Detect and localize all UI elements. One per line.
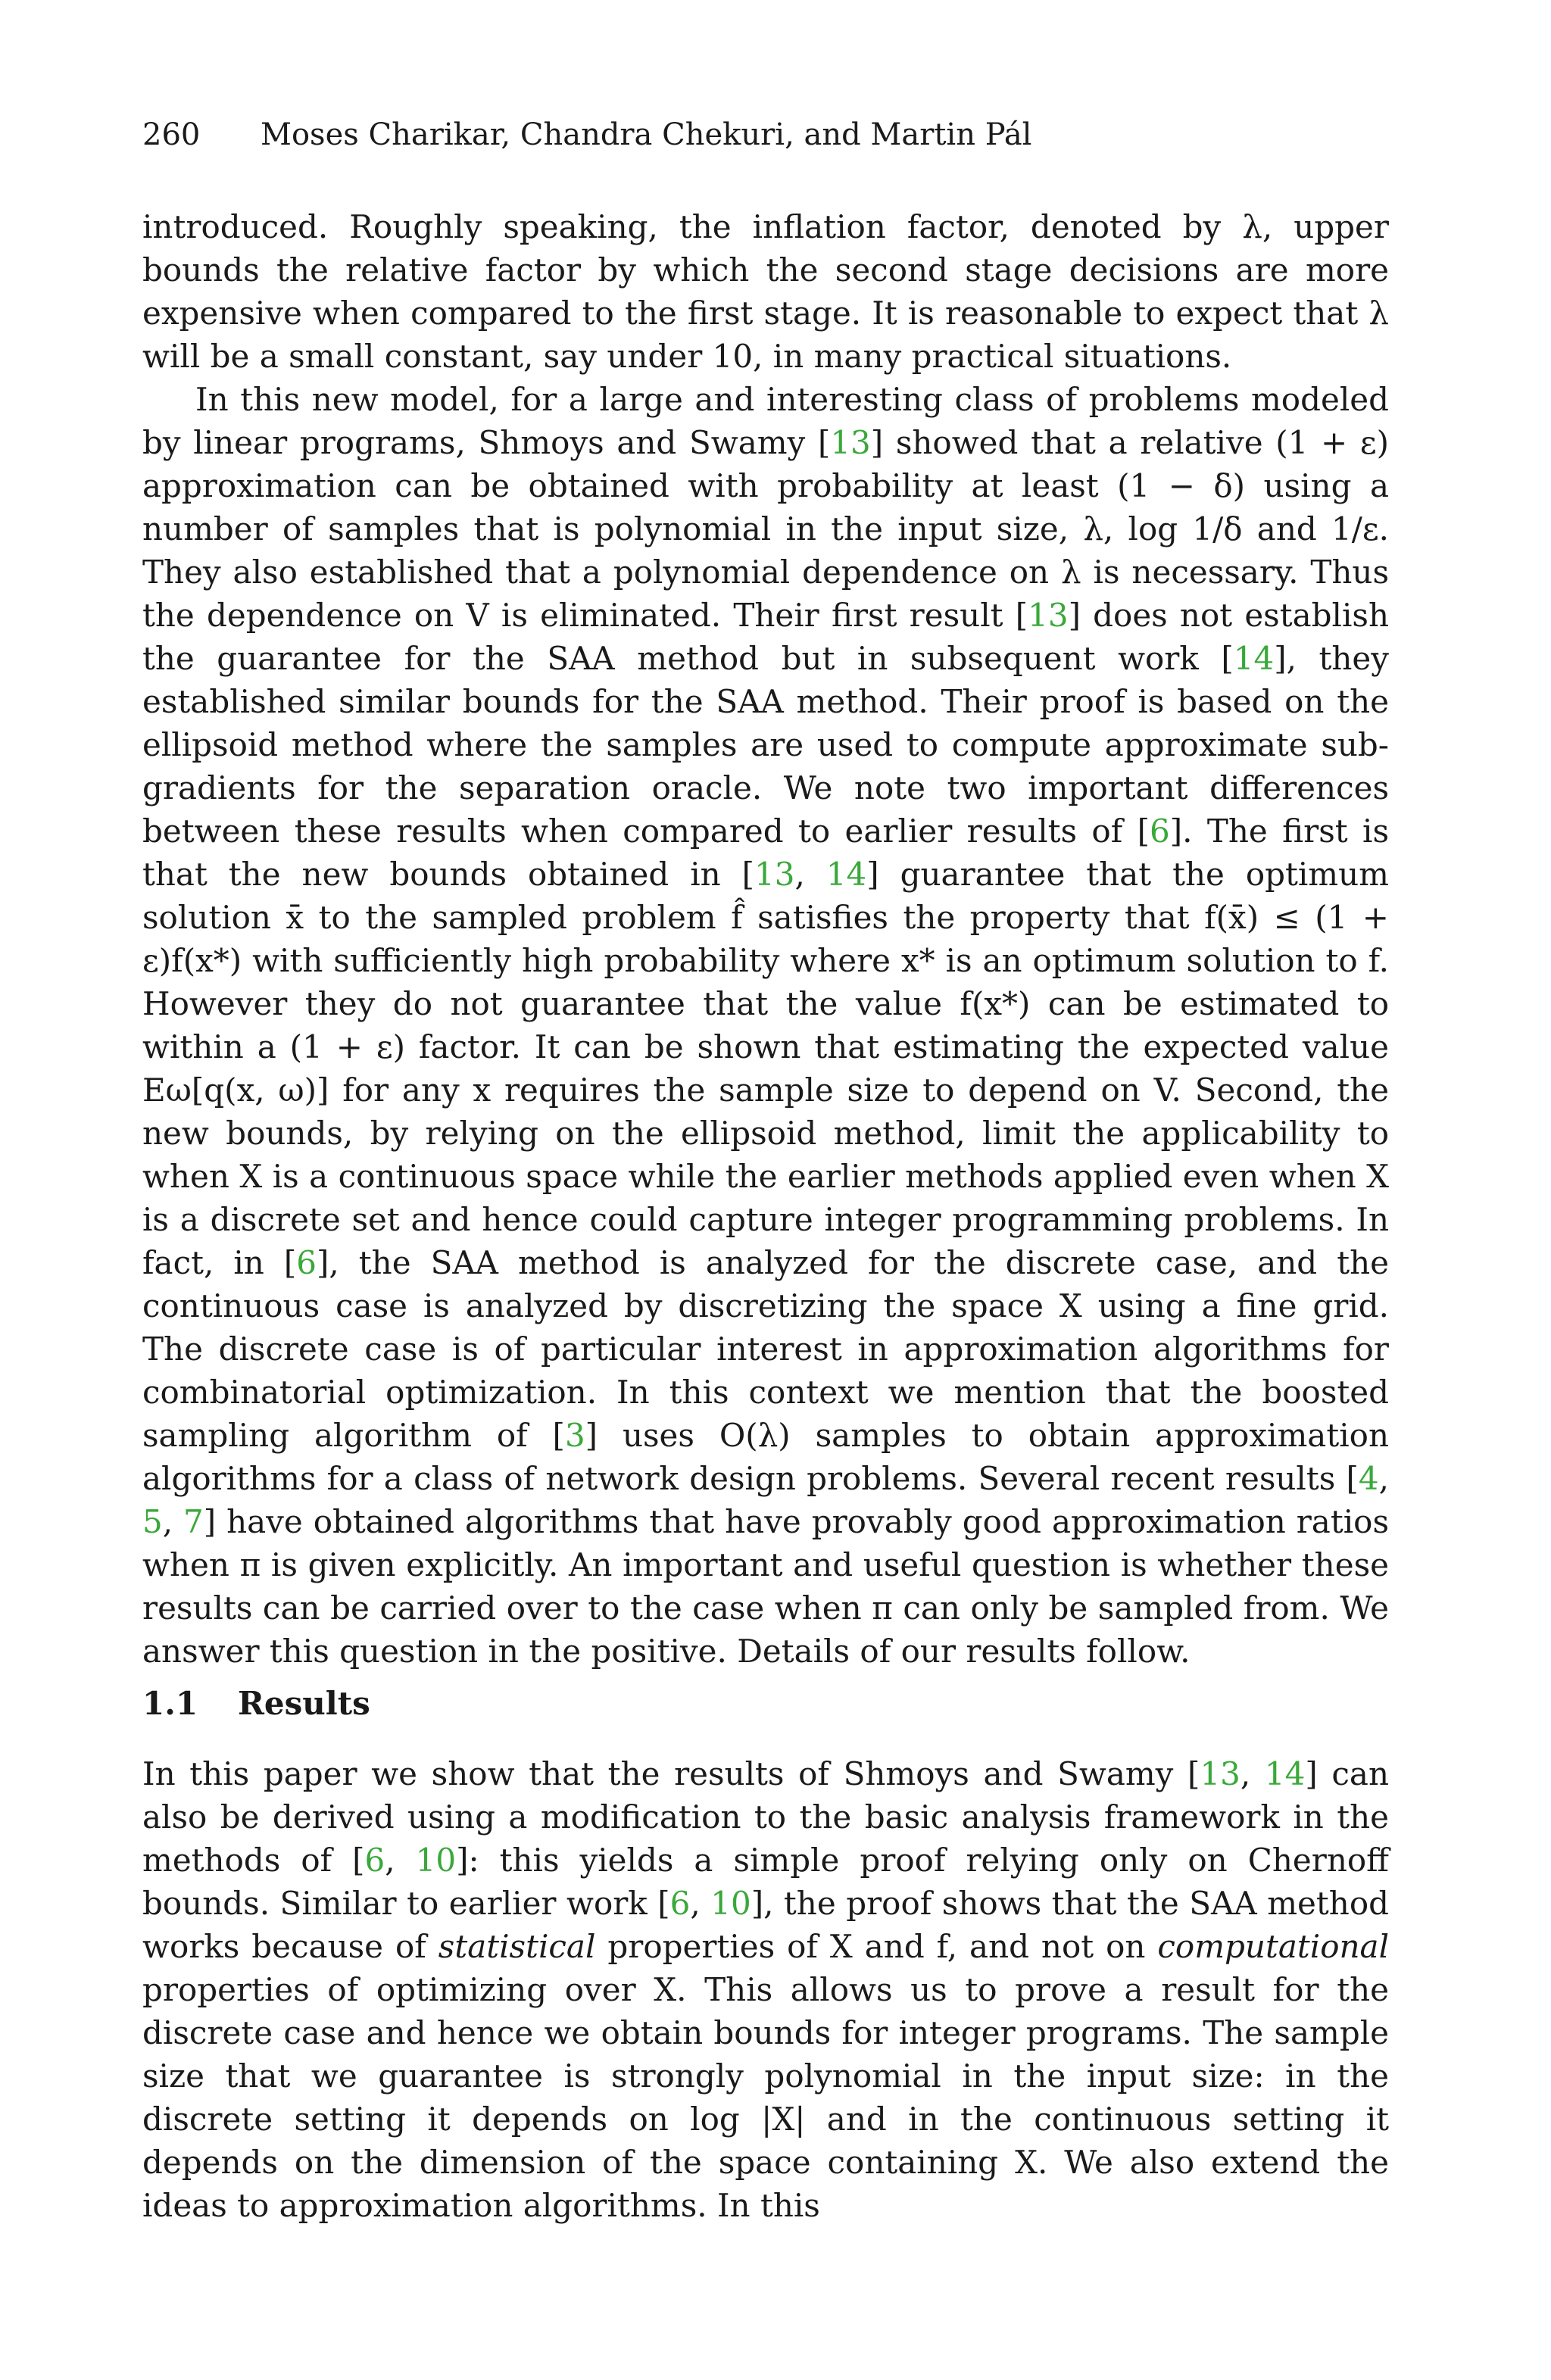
text-run: , <box>1240 1755 1265 1792</box>
body-text-before-section <box>142 205 1389 1673</box>
text-run: introduced. Roughly speaking, the inflation factor, denoted by λ, upper bounds the relative factor by which the second stage decisions are more expensive when compared to the first stage. It is reasonable to expect that λ will be a small constant, say under 10, in many practical situations. <box>142 208 1389 375</box>
text-run: ] does not establish the guarantee for the SAA method but in subsequent work [ <box>142 597 1390 677</box>
text-run: , <box>1378 1460 1389 1497</box>
running-header <box>142 114 1031 156</box>
text-run: properties of optimizing over X. This allows us to prove a result for the discrete case and hence we obtain bounds for integer programs. The sample size that we guarantee is strongly polynomial in the input size: in the discrete setting it depends on log |X| and in the continuous setting it depends on the dimension of the space containing X. We also extend the ideas to approximation algorithms. In this <box>142 1971 1389 2224</box>
page-number: 260 <box>142 117 201 152</box>
body-text-after-section <box>142 1752 1389 2227</box>
paragraph <box>142 205 1389 378</box>
text-run: ] showed that a relative (1 + ε) approximation can be obtained with probability at least (1 − δ) using a number of samples that is polynomial in the input size, λ, log 1/δ and 1/ε. They also established that a polynomial dependence on λ is necessary. Thus the dependence on V is eliminated. Their first result [ <box>142 424 1389 634</box>
citation-link[interactable]: 13 <box>830 424 871 461</box>
citation-link[interactable]: 10 <box>710 1885 751 1922</box>
citation-link[interactable]: 6 <box>364 1842 385 1879</box>
section-number: 1.1 <box>142 1685 198 1722</box>
text-run: , <box>794 856 826 893</box>
text-run: ] can also be derived using a modification to the basic analysis framework in the methods of [ <box>142 1755 1390 1879</box>
citation-link[interactable]: 14 <box>1264 1755 1306 1792</box>
text-run: , <box>690 1885 711 1922</box>
text-run: , <box>385 1842 416 1879</box>
citation-link[interactable]: 14 <box>825 856 867 893</box>
citation-link[interactable]: 6 <box>1150 813 1170 850</box>
emphasized-text: statistical <box>438 1928 596 1965</box>
citation-link[interactable]: 5 <box>142 1503 163 1540</box>
text-run: ], the SAA method is analyzed for the discrete case, and the continuous case is analyzed by discretizing the space X using a fine grid. The discrete case is of particular interest in approximation algorithms for combinatorial optimization. In this context we mention that the boosted sampling algorithm of [ <box>142 1244 1390 1454</box>
citation-link[interactable]: 13 <box>1200 1755 1240 1792</box>
text-run: ]. The first is that the new bounds obtained in [ <box>142 813 1389 893</box>
text-run: ] guarantee that the optimum solution x̄ to the sampled problem f̂ satisfies the property that f(x̄) ≤ (1 + ε)f(x*) with sufficiently high probability where x* is an optimum solution to f. However they do not guarantee that the value f(x*) can be estimated to within a (1 + ε) factor. It can be shown that estimating the expected value Eω[q(x, ω)] for any x requires the sample size to depend on V. Second, the new bounds, by relying on the ellipsoid method, limit the applicability to when X is a continuous space while the earlier methods applied even when X is a discrete set and hence could capture integer programming problems. In fact, in [ <box>142 856 1390 1281</box>
text-run: ]: this yields a simple proof relying only on Chernoff bounds. Similar to earlier work [ <box>142 1842 1389 1922</box>
text-run: ] uses O(λ) samples to obtain approximation algorithms for a class of network design problems. Several recent results [ <box>142 1417 1389 1497</box>
text-run: ], the proof shows that the SAA method works because of <box>142 1885 1389 1965</box>
citation-link[interactable]: 7 <box>183 1503 204 1540</box>
section-heading <box>142 1683 370 1725</box>
author-list: Moses Charikar, Chandra Chekuri, and Martin Pál <box>261 117 1032 152</box>
citation-link[interactable]: 13 <box>754 856 795 893</box>
citation-link[interactable]: 10 <box>415 1842 457 1879</box>
emphasized-text: computational <box>1157 1928 1389 1965</box>
text-run: In this paper we show that the results of Shmoys and Swamy [ <box>142 1755 1200 1792</box>
text-run: ] have obtained algorithms that have provably good approximation ratios when π is given explicitly. An important and useful question is whether these results can be carried over to the case when π can only be sampled from. We answer this question in the positive. Details of our results follow. <box>142 1503 1389 1670</box>
citation-link[interactable]: 13 <box>1028 597 1069 634</box>
citation-link[interactable]: 4 <box>1358 1460 1379 1497</box>
text-run: , <box>162 1503 184 1540</box>
text-run: In this new model, for a large and interesting class of problems modeled by linear programs, Shmoys and Swamy [ <box>142 381 1389 461</box>
text-run: properties of X and f, and not on <box>595 1928 1158 1965</box>
paragraph <box>142 1752 1389 2227</box>
citation-link[interactable]: 3 <box>564 1417 585 1454</box>
section-title: Results <box>238 1685 370 1722</box>
citation-link[interactable]: 14 <box>1233 640 1275 677</box>
citation-link[interactable]: 6 <box>669 1885 691 1922</box>
citation-link[interactable]: 6 <box>296 1244 317 1281</box>
text-run: ], they established similar bounds for the SAA method. Their proof is based on the ellipsoid method where the samples are used to compute approximate sub-gradients for the separation oracle. We note two important differences between these results when compared to earlier results of [ <box>142 640 1389 850</box>
paragraph <box>142 378 1389 1673</box>
